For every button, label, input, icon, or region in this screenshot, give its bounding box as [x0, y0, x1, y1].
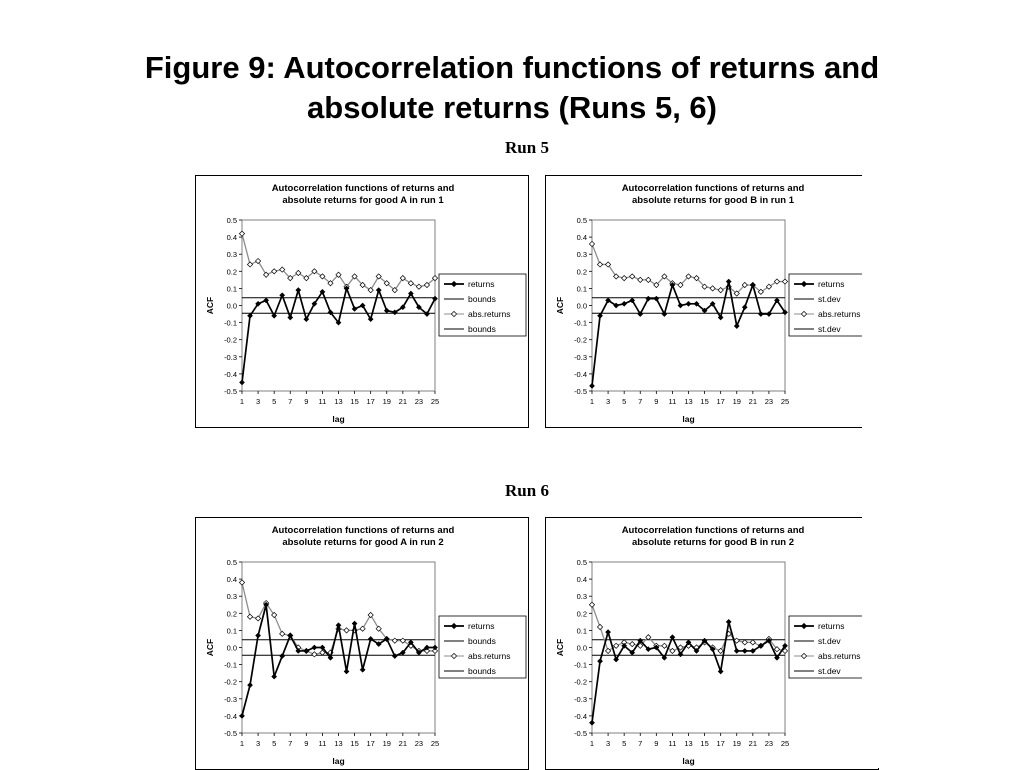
- x-axis-label: lag: [682, 414, 695, 424]
- returns-point: [589, 383, 594, 388]
- y-tick-label: -0.3: [224, 352, 237, 362]
- x-tick-label: 5: [272, 739, 277, 748]
- abs-returns-point: [312, 652, 317, 657]
- abs-returns-point: [272, 269, 277, 274]
- x-tick-label: 7: [638, 397, 643, 406]
- y-tick-label: -0.1: [224, 318, 237, 328]
- x-tick-label: 21: [748, 397, 758, 406]
- x-tick-label: 23: [764, 397, 774, 406]
- returns-point: [758, 311, 763, 316]
- y-axis-label: ACF: [205, 638, 215, 657]
- y-tick-label: 0.0: [226, 643, 237, 653]
- y-tick-label: 0.5: [576, 558, 587, 567]
- legend-label: abs.returns: [468, 651, 511, 661]
- slide-title-line1: Figure 9: Autocorrelation functions of returns and: [144, 50, 880, 85]
- returns-point: [605, 630, 610, 635]
- returns-point: [589, 720, 594, 725]
- x-tick-label: 21: [748, 739, 758, 748]
- returns-line: [242, 288, 435, 382]
- chart-panel-run2-good-a: [195, 517, 529, 770]
- chart-title-line: absolute returns for good A in run 2: [282, 537, 444, 548]
- returns-line: [592, 282, 785, 386]
- abs-returns-point: [622, 276, 627, 281]
- x-tick-label: 25: [780, 739, 790, 748]
- returns-point: [686, 301, 691, 306]
- returns-point: [678, 303, 683, 308]
- abs-returns-point: [597, 262, 602, 267]
- returns-point: [296, 288, 301, 293]
- y-tick-label: 0.0: [576, 643, 587, 653]
- x-tick-label: 17: [716, 397, 725, 406]
- y-axis-label: ACF: [205, 296, 215, 315]
- y-tick-label: 0.2: [576, 609, 587, 619]
- x-axis-label: lag: [332, 756, 345, 766]
- y-tick-label: 0.0: [576, 301, 587, 311]
- x-tick-label: 19: [382, 739, 391, 748]
- x-tick-label: 13: [684, 397, 693, 406]
- abs-returns-point: [718, 288, 723, 293]
- returns-point: [670, 635, 675, 640]
- returns-point: [742, 648, 747, 653]
- x-tick-label: 25: [780, 397, 790, 406]
- returns-point: [239, 713, 244, 718]
- y-tick-label: -0.4: [224, 711, 237, 721]
- abs-returns-point: [638, 277, 643, 282]
- legend-label: bounds: [468, 636, 496, 646]
- x-tick-label: 9: [654, 397, 659, 406]
- returns-point: [734, 323, 739, 328]
- run6-label: Run 6: [505, 481, 549, 500]
- y-tick-label: -0.1: [574, 660, 587, 670]
- y-tick-label: -0.2: [224, 677, 237, 687]
- abs-returns-point: [247, 262, 252, 267]
- x-tick-label: 21: [398, 739, 408, 748]
- abs-returns-point: [718, 648, 723, 653]
- abs-returns-line: [242, 234, 435, 290]
- x-tick-label: 23: [764, 739, 774, 748]
- y-tick-label: 0.4: [576, 233, 587, 243]
- chart-panel-run2-good-b: [545, 517, 879, 770]
- returns-point: [352, 621, 357, 626]
- y-tick-label: -0.5: [574, 387, 587, 396]
- legend-label: st.dev: [818, 294, 841, 304]
- returns-point: [239, 380, 244, 385]
- chart-title-line: Autocorrelation functions of returns and: [271, 525, 455, 536]
- acf-chart-run2-good-b: [546, 518, 879, 770]
- abs-returns-point: [392, 638, 397, 643]
- legend-label: bounds: [468, 324, 496, 334]
- legend-label: st.dev: [818, 636, 841, 646]
- returns-point: [312, 645, 317, 650]
- x-tick-label: 7: [288, 397, 293, 406]
- x-tick-label: 19: [382, 397, 391, 406]
- abs-returns-point: [255, 616, 260, 621]
- legend-label: abs.returns: [818, 309, 861, 319]
- y-tick-label: -0.1: [574, 318, 587, 328]
- crop-mask: [862, 160, 1024, 768]
- abs-returns-point: [589, 241, 594, 246]
- abs-returns-point: [239, 580, 244, 585]
- returns-point: [432, 645, 437, 650]
- returns-point: [255, 633, 260, 638]
- returns-point: [280, 293, 285, 298]
- legend-label: abs.returns: [468, 309, 511, 319]
- returns-point: [344, 669, 349, 674]
- returns-point: [384, 308, 389, 313]
- abs-returns-point: [750, 640, 755, 645]
- x-tick-label: 9: [654, 739, 659, 748]
- chart-title-line: Autocorrelation functions of returns and: [271, 183, 455, 194]
- y-tick-label: 0.2: [226, 267, 237, 277]
- y-tick-label: 0.1: [226, 626, 237, 636]
- y-tick-label: -0.5: [224, 729, 237, 738]
- abs-returns-point: [247, 614, 252, 619]
- x-tick-label: 5: [622, 397, 627, 406]
- y-tick-label: 0.1: [576, 284, 587, 294]
- x-tick-label: 9: [304, 397, 309, 406]
- x-tick-label: 15: [350, 739, 359, 748]
- abs-returns-point: [344, 628, 349, 633]
- returns-point: [304, 648, 309, 653]
- chart-panel-run1-good-b: [545, 175, 879, 428]
- x-tick-label: 25: [430, 739, 440, 748]
- abs-returns-point: [597, 624, 602, 629]
- returns-point: [376, 288, 381, 293]
- x-tick-label: 23: [414, 739, 424, 748]
- x-tick-label: 15: [700, 739, 709, 748]
- legend-label: returns: [468, 621, 495, 631]
- returns-point: [726, 619, 731, 624]
- y-tick-label: 0.4: [226, 575, 237, 585]
- y-tick-label: -0.2: [574, 335, 587, 345]
- x-tick-label: 1: [239, 739, 245, 748]
- x-tick-label: 17: [716, 739, 725, 748]
- abs-returns-point: [589, 602, 594, 607]
- x-tick-label: 11: [668, 397, 677, 406]
- y-tick-label: -0.3: [224, 694, 237, 704]
- returns-point: [288, 315, 293, 320]
- y-tick-label: 0.3: [576, 250, 587, 260]
- y-tick-label: 0.3: [576, 592, 587, 602]
- y-tick-label: 0.0: [226, 301, 237, 311]
- legend-label: st.dev: [818, 324, 841, 334]
- returns-point: [247, 683, 252, 688]
- y-tick-label: -0.3: [574, 694, 587, 704]
- abs-returns-point: [416, 284, 421, 289]
- y-tick-label: 0.1: [226, 284, 237, 294]
- x-tick-label: 19: [732, 739, 741, 748]
- returns-line: [242, 605, 435, 716]
- x-tick-label: 13: [684, 739, 693, 748]
- x-tick-label: 3: [605, 397, 611, 406]
- chart-title-line: absolute returns for good B in run 2: [631, 537, 795, 548]
- x-tick-label: 15: [350, 397, 359, 406]
- x-tick-label: 5: [272, 397, 277, 406]
- x-axis-label: lag: [332, 414, 345, 424]
- returns-point: [726, 279, 731, 284]
- y-tick-label: 0.2: [226, 609, 237, 619]
- legend-label: abs.returns: [818, 651, 861, 661]
- chart-title-line: Autocorrelation functions of returns and: [621, 183, 805, 194]
- y-tick-label: -0.4: [224, 369, 237, 379]
- x-tick-label: 3: [255, 397, 261, 406]
- y-tick-label: -0.1: [224, 660, 237, 670]
- x-tick-label: 17: [366, 397, 375, 406]
- chart-title-line: Autocorrelation functions of returns and: [621, 525, 805, 536]
- abs-returns-line: [592, 244, 785, 294]
- y-tick-label: 0.4: [576, 575, 587, 585]
- y-tick-label: -0.3: [574, 352, 587, 362]
- returns-point: [718, 669, 723, 674]
- abs-returns-point: [782, 279, 787, 284]
- y-tick-label: 0.3: [226, 250, 237, 260]
- x-tick-label: 11: [318, 397, 327, 406]
- abs-returns-point: [710, 286, 715, 291]
- plot-area-frame: [242, 220, 435, 391]
- returns-point: [352, 306, 357, 311]
- x-tick-label: 11: [668, 739, 677, 748]
- legend-label: returns: [818, 621, 845, 631]
- x-tick-label: 19: [732, 397, 741, 406]
- x-tick-label: 1: [589, 397, 595, 406]
- legend-label: st.dev: [818, 666, 841, 676]
- legend-label: returns: [818, 279, 845, 289]
- abs-returns-point: [630, 274, 635, 279]
- legend-label: returns: [468, 279, 495, 289]
- x-tick-label: 11: [318, 739, 327, 748]
- y-tick-label: 0.1: [576, 626, 587, 636]
- legend-label: bounds: [468, 294, 496, 304]
- y-axis-label: ACF: [555, 296, 565, 315]
- abs-returns-point: [280, 631, 285, 636]
- y-tick-label: -0.2: [224, 335, 237, 345]
- x-tick-label: 23: [414, 397, 424, 406]
- returns-point: [597, 659, 602, 664]
- y-tick-label: 0.5: [576, 216, 587, 225]
- x-tick-label: 9: [304, 739, 309, 748]
- returns-line: [592, 622, 785, 723]
- x-tick-label: 13: [334, 397, 343, 406]
- slide-title-line2: absolute returns (Runs 5, 6): [307, 90, 717, 125]
- y-tick-label: -0.4: [574, 369, 587, 379]
- x-tick-label: 7: [638, 739, 643, 748]
- x-tick-label: 13: [334, 739, 343, 748]
- x-tick-label: 1: [589, 739, 595, 748]
- acf-chart-run2-good-a: [196, 518, 529, 770]
- y-tick-label: 0.2: [576, 267, 587, 277]
- y-tick-label: 0.5: [226, 558, 237, 567]
- returns-point: [622, 301, 627, 306]
- returns-point: [742, 305, 747, 310]
- returns-point: [360, 667, 365, 672]
- x-tick-label: 25: [430, 397, 440, 406]
- returns-point: [336, 623, 341, 628]
- y-tick-label: -0.2: [574, 677, 587, 687]
- x-tick-label: 5: [622, 739, 627, 748]
- legend-label: bounds: [468, 666, 496, 676]
- abs-returns-point: [239, 231, 244, 236]
- x-tick-label: 17: [366, 739, 375, 748]
- returns-point: [280, 653, 285, 658]
- acf-chart-run1-good-b: [546, 176, 879, 428]
- x-tick-label: 1: [239, 397, 245, 406]
- y-tick-label: -0.4: [574, 711, 587, 721]
- y-axis-label: ACF: [555, 638, 565, 657]
- returns-point: [272, 674, 277, 679]
- y-tick-label: 0.5: [226, 216, 237, 225]
- chart-title-line: absolute returns for good A in run 1: [282, 195, 444, 206]
- x-axis-label: lag: [682, 756, 695, 766]
- abs-returns-point: [630, 641, 635, 646]
- acf-chart-run1-good-a: [196, 176, 529, 428]
- chart-panel-run1-good-a: [195, 175, 529, 428]
- x-tick-label: 3: [605, 739, 611, 748]
- y-tick-label: -0.5: [574, 729, 587, 738]
- slide-title: [0, 48, 1024, 128]
- y-tick-label: 0.3: [226, 592, 237, 602]
- chart-title-line: absolute returns for good B in run 1: [631, 195, 795, 206]
- y-tick-label: 0.4: [226, 233, 237, 243]
- abs-returns-point: [742, 640, 747, 645]
- x-tick-label: 7: [288, 739, 293, 748]
- x-tick-label: 15: [700, 397, 709, 406]
- returns-point: [734, 648, 739, 653]
- y-tick-label: -0.5: [224, 387, 237, 396]
- x-tick-label: 3: [255, 739, 261, 748]
- x-tick-label: 21: [398, 397, 408, 406]
- returns-point: [392, 653, 397, 658]
- run5-label: Run 5: [505, 138, 549, 157]
